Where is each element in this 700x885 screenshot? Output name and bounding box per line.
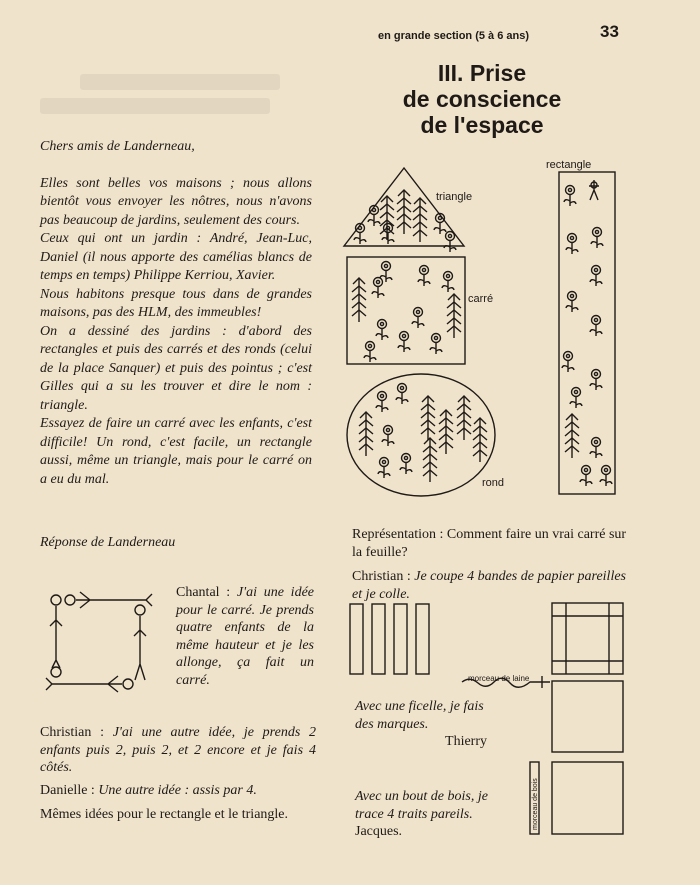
danielle-text: Une autre idée : assis par 4. — [98, 783, 257, 798]
christian-text: J'ai une autre idée, je prends 2 enfants puis 2, puis 2, et 2 encore et je fais 4 côtés. — [40, 725, 317, 775]
christian-2-text: Je coupe 4 bandes de papier pareilles et je colle. — [352, 569, 626, 602]
triangle-garden-drawing — [344, 168, 464, 252]
string-square-drawing — [462, 676, 623, 752]
speaker-christian-2: Christian : — [352, 569, 411, 584]
letter-paragraph: Nous habitons presque tous dans de grandes maisons, pas des HLM, des immeubles! — [40, 286, 312, 320]
representation-text: Représentation : Comment faire un vrai carré sur la feuille? — [352, 527, 627, 560]
page-number: 33 — [600, 22, 619, 41]
letter-paragraph: On a dessiné des jardins : d'abord des rectangles et puis des carrés et des ronds (celui de la place Sanquer) et puis des pointus ; c'est Gilles qui a su les trouver et dire le nom : triangle. — [40, 323, 312, 413]
chantal-text: J'ai une idée pour le carré. Je prends quatre enfants de la même hauteur et je les allonge, ça fait un carré. — [176, 585, 314, 688]
speaker-chantal: Chantal : — [176, 585, 231, 600]
label-carre: carré — [468, 293, 494, 305]
letter-paragraph: Essayez de faire un carré avec les enfants, c'est difficile! Un rond, c'est facile, un rectangle aussi, même un triangle, mais pour le carré on a eu du mal. — [40, 416, 312, 487]
stick-square-drawing — [530, 762, 623, 834]
bois-author: Jacques. — [355, 824, 403, 839]
label-rond: rond — [482, 477, 505, 489]
round-garden-drawing — [347, 374, 495, 496]
ficelle-author: Thierry — [445, 734, 487, 749]
letter-paragraph: Ceux qui ont un jardin : André, Jean-Luc, Daniel (il nous apporte des camélias blancs de temps en temps) Philippe Kerriou, Xavier. — [40, 231, 312, 283]
rectangle-garden-drawing — [559, 172, 615, 494]
speaker-christian: Christian : — [40, 725, 104, 740]
ficelle-text: Avec une ficelle, je fais des marques. — [355, 699, 484, 732]
children-square-drawing — [46, 592, 152, 692]
label-bois: morceau de bois — [532, 778, 539, 830]
memes-text: Mêmes idées pour le rectangle et le triangle. — [40, 807, 289, 822]
label-laine: morceau de laine — [468, 674, 530, 683]
title-line-2: de conscience — [402, 86, 562, 112]
paper-strips-drawing — [350, 604, 429, 674]
letter-greeting: Chers amis de Landerneau, — [40, 139, 195, 154]
title-line-1: III. Prise — [437, 60, 527, 86]
letter-paragraph: Elles sont belles vos maisons ; nous allons bientôt vous envoyer les nôtres, nous n'avons pas beaucoup de jardins, seulement des cours. — [40, 175, 312, 228]
label-rectangle: rectangle — [546, 159, 592, 171]
label-triangle: triangle — [436, 191, 473, 203]
speaker-danielle: Danielle : — [40, 783, 95, 798]
section-header: en grande section (5 à 6 ans) — [378, 30, 529, 42]
reply-heading: Réponse de Landerneau — [40, 535, 176, 550]
square-garden-drawing — [347, 257, 465, 364]
bois-text: Avec un bout de bois, je trace 4 traits pareils. — [355, 789, 488, 822]
assembled-square-drawing — [552, 603, 623, 674]
title-line-3: de l'espace — [420, 112, 544, 138]
